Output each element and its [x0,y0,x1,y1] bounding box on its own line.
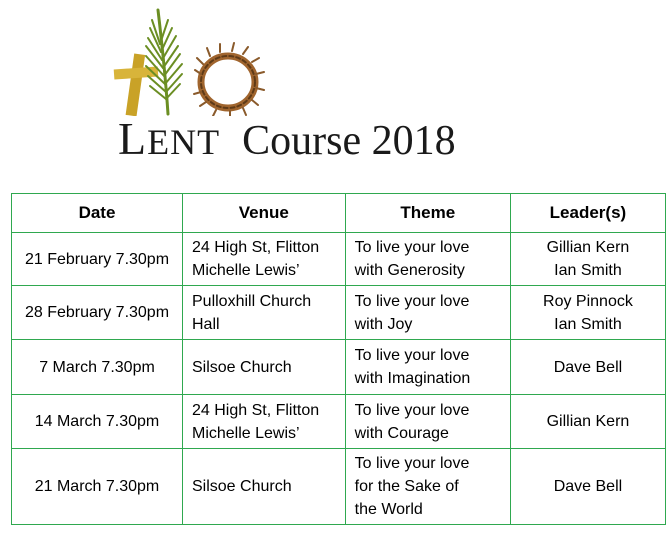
date-text: 21 February 7.30pm [24,250,170,268]
leaders-cell [510,449,665,525]
venue-line: 24 High St, Flitton [192,401,320,419]
table-row [12,340,666,395]
theme-line: To live your love [354,401,470,419]
leader-name: Gillian Kern [546,239,630,256]
venue-line: Michelle Lewis’ [192,424,300,442]
date-text: 28 February 7.30pm [24,304,170,321]
theme-cell [345,233,510,286]
leader-name: Dave Bell [553,478,623,495]
leader-name: Gillian Kern [546,413,630,430]
theme-cell [345,449,510,525]
theme-line: with Generosity [354,262,465,279]
venue-cell [183,395,346,449]
leader-name: Roy Pinnock [543,292,633,310]
venue-line: Pulloxhill Church [192,292,312,310]
theme-line: with Courage [354,424,449,442]
header-date: Date [12,194,183,233]
table-row [12,233,666,286]
theme-line: with Imagination [354,370,471,387]
theme-line: with Joy [354,315,413,333]
header-theme: Theme [345,194,510,233]
leader-name: Dave Bell [553,358,623,376]
leader-name: Ian Smith [554,315,622,333]
theme-cell [345,340,510,395]
schedule-table [11,193,666,525]
venue-cell [183,233,346,286]
venue-cell [183,286,346,340]
venue-line: Michelle Lewis’ [192,262,300,279]
venue-line: Silsoe Church [192,358,292,376]
leaders-cell [510,340,665,395]
theme-line: To live your love [354,292,470,310]
title-course: Course 2018 [242,118,456,164]
date-text: 21 March 7.30pm [34,478,160,495]
theme-line: To live your love [354,347,470,364]
table-row [12,286,666,340]
theme-cell [345,286,510,340]
date-text: 7 March 7.30pm [39,358,155,376]
title-lent: LENT [118,113,221,164]
table-row [12,449,666,525]
theme-cell [345,395,510,449]
page-title [118,112,456,165]
date-cell [12,449,183,525]
venue-cell [183,340,346,395]
venue-line: Hall [192,315,220,333]
table-header-row [12,194,666,233]
date-cell [12,340,183,395]
venue-cell [183,449,346,525]
date-text: 14 March 7.30pm [34,413,160,430]
venue-line: Silsoe Church [192,478,292,495]
leaders-cell [510,233,665,286]
lent-logo [106,4,276,116]
date-cell [12,233,183,286]
theme-line: for the Sake of [354,478,459,495]
venue-line: 24 High St, Flitton [192,239,320,256]
leader-name: Ian Smith [554,262,622,279]
theme-line: the World [354,501,423,518]
leaders-cell [510,286,665,340]
palm-frond-icon [146,10,182,114]
theme-line: To live your love [354,239,470,256]
leaders-cell [510,395,665,449]
date-cell [12,286,183,340]
crown-of-thorns-icon [194,43,264,116]
table-row [12,395,666,449]
header-leaders: Leader(s) [510,194,665,233]
header-venue: Venue [183,194,346,233]
theme-line: To live your love [354,455,470,472]
date-cell [12,395,183,449]
